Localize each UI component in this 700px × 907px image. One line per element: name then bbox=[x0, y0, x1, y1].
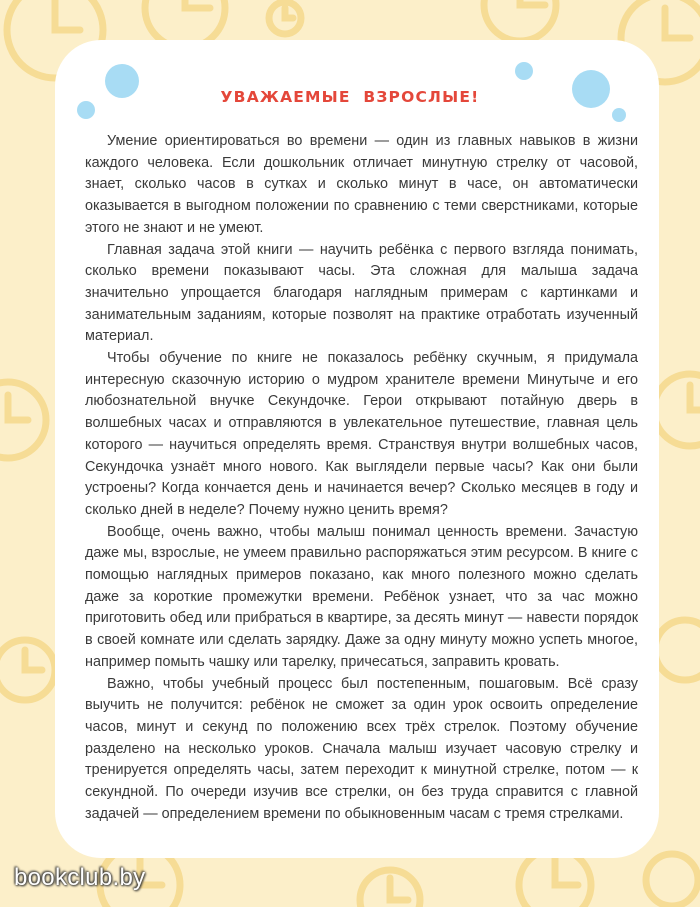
bubble-decoration bbox=[612, 108, 626, 122]
clock-icon bbox=[0, 382, 46, 458]
watermark-logo: bookclub.by bbox=[14, 864, 146, 891]
clock-icon bbox=[654, 374, 700, 446]
page-title: УВАЖАЕМЫЕ ВЗРОСЛЫЕ! bbox=[220, 88, 480, 106]
clock-icon bbox=[360, 870, 420, 907]
clock-icon bbox=[646, 854, 698, 906]
body-text bbox=[85, 131, 638, 826]
paragraph: Вообще, очень важно, чтобы малыш понимал ценность времени. Зачастую даже мы, взрослые, не умеем правильно распоряжаться этим ресурсом. В книге с помощью наглядных примеров показано, как много полезного можно сделать даже за короткие промежутки времени. Ребёнок узнает, что за час можно приготовить обед или прибраться в квартире, за десять минут — навести порядок в своей комнате или сделать зарядку. Даже за одну минуту можно успеть многое, например помыть чашку или тарелку, причесаться, заправить кровать. bbox=[85, 523, 638, 670]
clock-icon bbox=[269, 2, 301, 34]
clock-icon bbox=[0, 640, 55, 700]
paragraph: Главная задача этой книги — научить ребёнка с первого взгляда понимать, сколько времени показывают часы. Эта сложная для малыша задача значительно упрощается благодаря наглядным примерам с картинками и занимательным заданиям, которые позволят на практике отработать изученный материал. bbox=[85, 241, 638, 345]
clock-icon bbox=[655, 620, 700, 680]
paragraph: Умение ориентироваться во времени — один из главных навыков в жизни каждого человека. Если дошкольник отличает минутную стрелку от часовой, знает, сколько часов в сутках и сколько минут в часе, он автоматически оказывается в выгодном положении по сравнению с теми сверстниками, которые этого не знают и не умеют. bbox=[85, 133, 638, 236]
clock-icon bbox=[484, 0, 556, 41]
bubble-decoration bbox=[515, 62, 533, 80]
paragraph: Чтобы обучение по книге не показалось ребёнку скучным, я придумала интересную сказочную историю о мудром хранителе времени Минутыче и его любознательной внучке Секундочке. Герои открывают потайную дверь в волшебных часах и отправляются в увлекательное путешествие, главная цель которого — научиться определять время. Странствуя внутри волшебных часов, Секундочка узнаёт много нового. Как выглядели первые часы? Как они были устроены? Когда кончается день и начинается вечер? Сколько месяцев в году и сколько дней в неделе? Почему нужно ценить время? bbox=[85, 350, 638, 518]
paragraph: Важно, чтобы учебный процесс был постепенным, пошаговым. Всё сразу выучить не получится: ребёнок не сможет за один урок освоить определение часов, минут и секунд по положению всех трёх стрелок. Поэтому обучение разделено на несколько уроков. Сначала малыш изучает часовую стрелку и тренируется определять часы, затем переходит к минутной стрелке, потом — к секундной. По очереди изучив все стрелки, он без труда справится с главной задачей — определением времени по обыкновенным часам с тремя стрелками. bbox=[85, 675, 638, 822]
